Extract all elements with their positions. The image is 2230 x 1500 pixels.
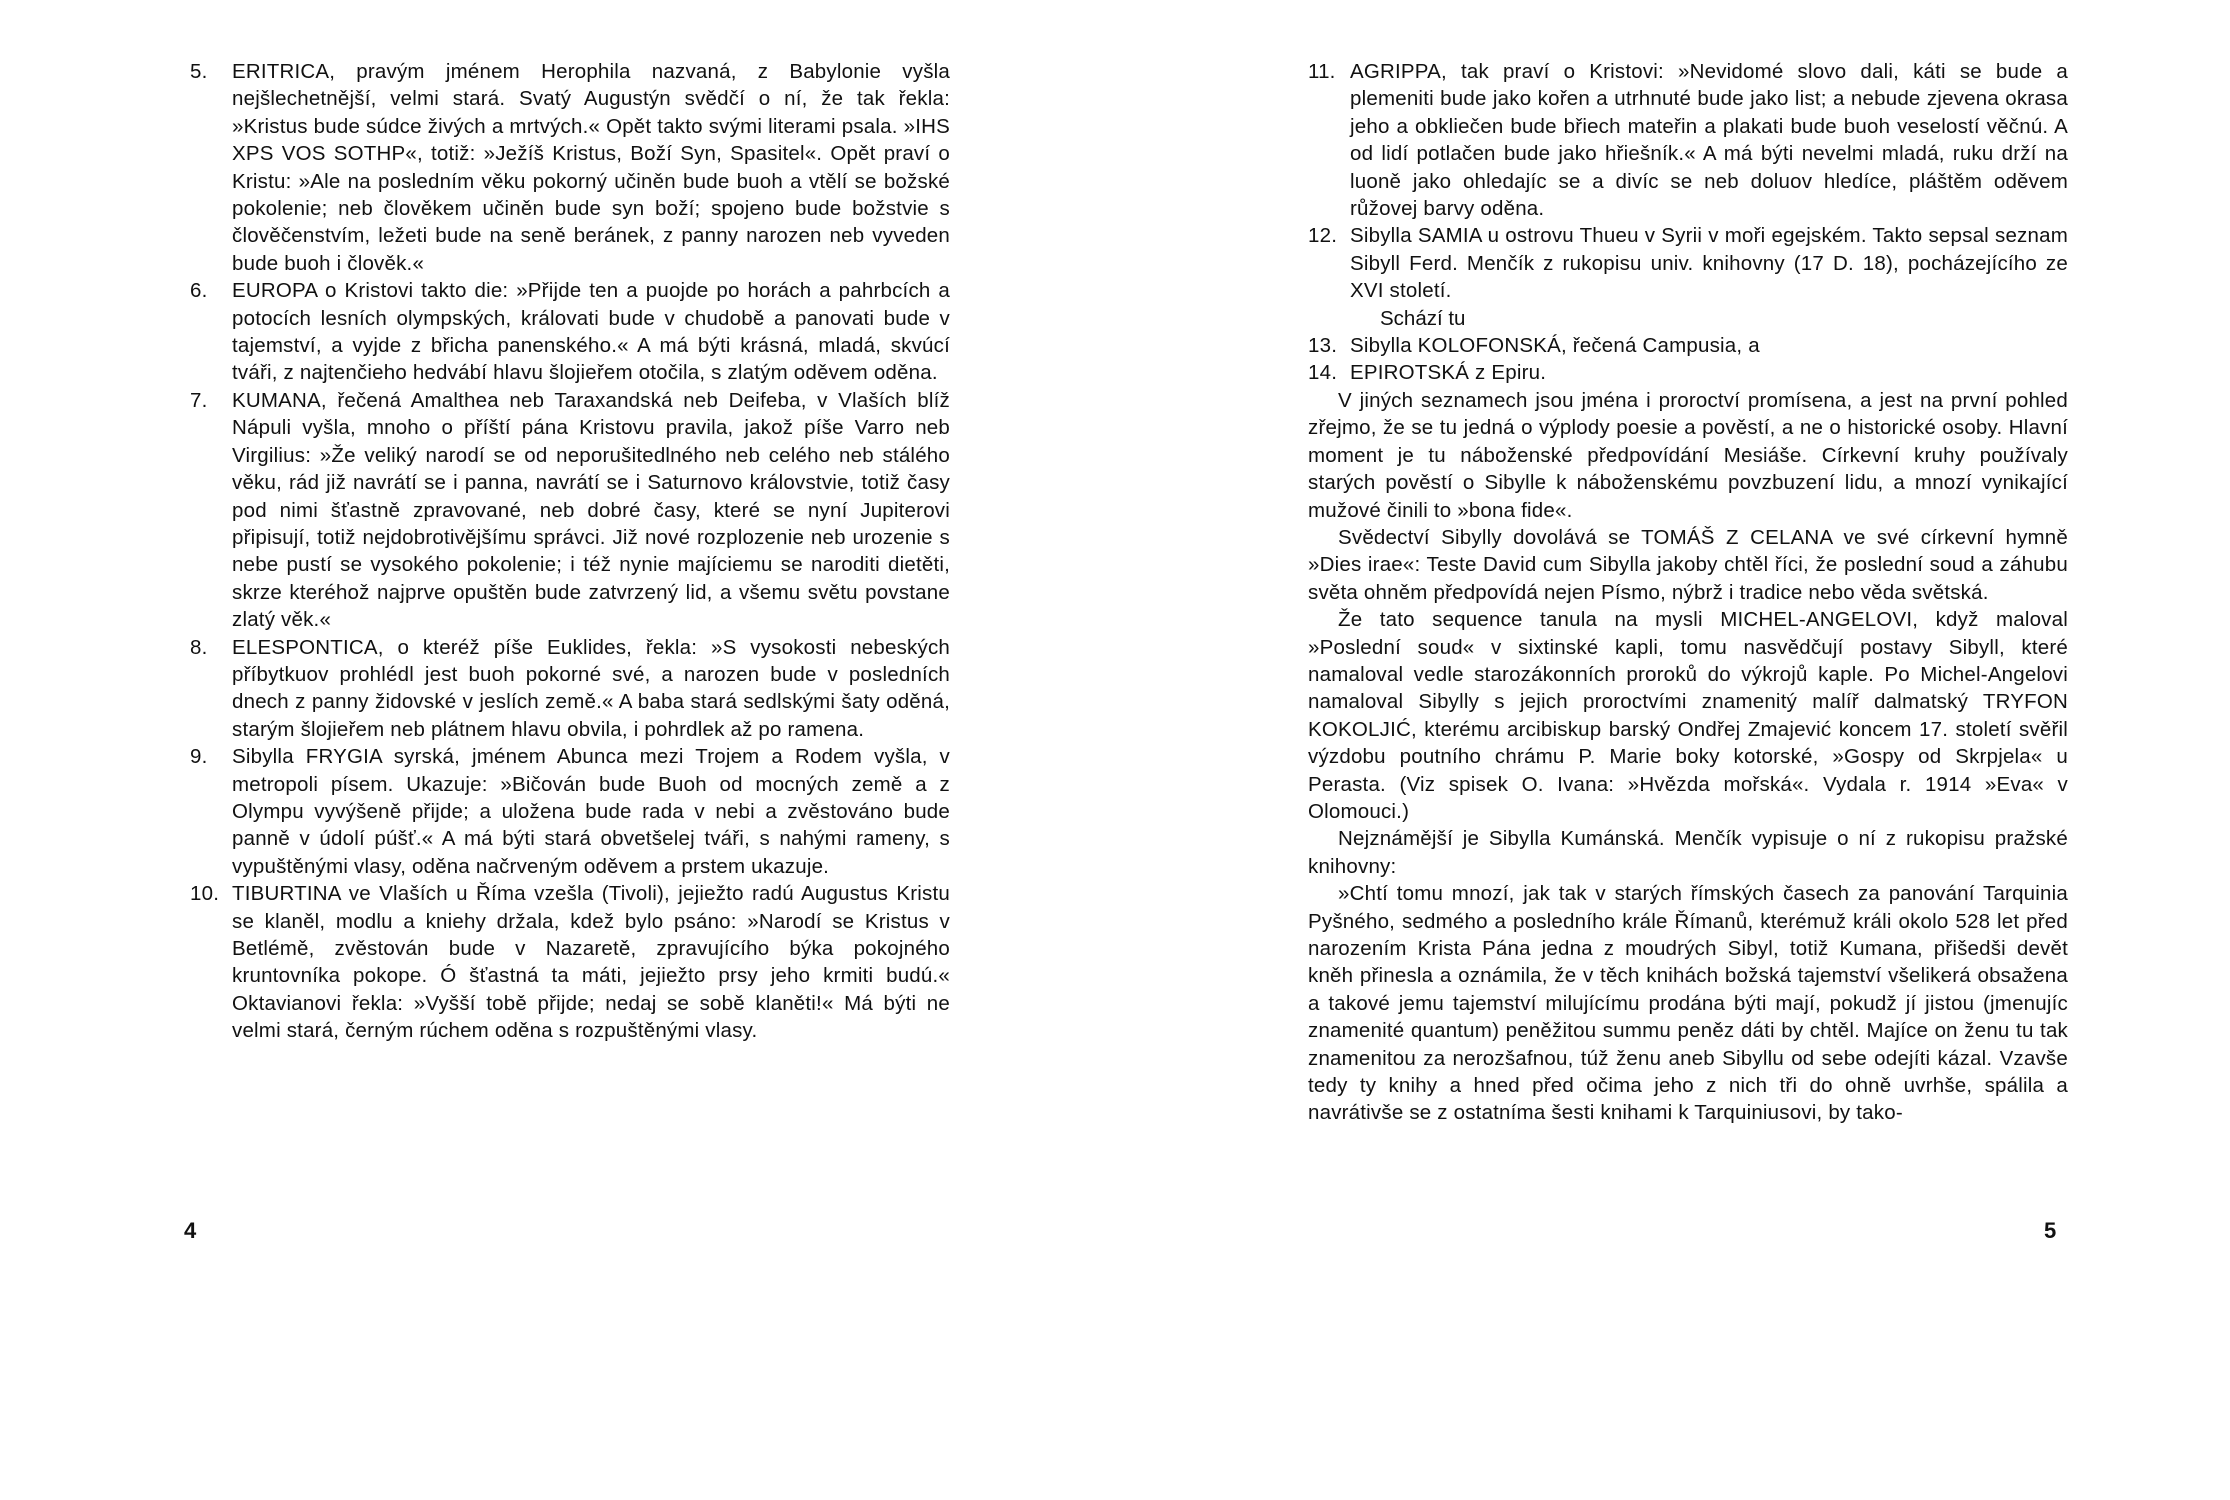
paragraph: Svědectví Sibylly dovolává se TOMÁŠ Z CELANA ve své církevní hymně »Dies irae«: Teste David cum Sibylla jakoby chtěl říci, že poslední soud a záhubu světa ohněm předpovídá nejen Písmo, nýbrž i tradice nebo věda světská. bbox=[1308, 525, 2068, 604]
entry-number: 5. bbox=[190, 60, 208, 83]
entry-text: Sibylla KOLOFONSKÁ, řečená Campusia, a bbox=[1350, 334, 1760, 358]
paragraph: V jiných seznamech jsou jména i proroctví promísena, a jest na první pohled zřejmo, že se tu jedná o výplody poesie a pověstí, a ne o historické osoby. Hlavní moment je tu náboženské předpovídání Mesiáše. Církevní kruhy používaly starých pověstí o Sibylle k náboženskému povzbuzení lidu, a mnozí vynikající mužové činili to »bona fide«. bbox=[1308, 388, 2068, 522]
entry-kolofonska bbox=[1308, 332, 2068, 359]
entry-tiburtina bbox=[190, 880, 950, 1044]
entry-text: EUROPA o Kristovi takto die: »Přijde ten a puojde po horách a pahrbcích a potocích lesních olympských, královati bude v chudobě a panovati bude v tajemství, a vyjde z břicha panenského.« A má býti krásná, mladá, skvúcí tváři, z najtenčieho hedvábí hlavu šlojieřem otočila, s zlatým oděvem oděna. bbox=[232, 279, 950, 385]
entry-text: ERITRICA, pravým jménem Herophila nazvaná, z Babylonie vyšla nejšlechetnější, velmi stará. Svatý Augustýn svědčí o ní, že tak řekla: »Kristus bude súdce živých a mrtvých.« Opět takto svými literami psala. »IHS XPS VOS SOTHP«, totiž: »Ježíš Kristus, Boží Syn, Spasitel«. Opět praví o Kristu: »Ale na posledním věku pokorný učiněn bude buoh a vtělí se božské pokolenie; neb člověkem učiněn bude syn boží; spojeno bude božstvie s člověčenstvím, ležeti bude na seně beránek, z panny narozen neb vyveden bude buoh i člověk.« bbox=[232, 60, 950, 275]
paragraph: Nejznámější je Sibylla Kumánská. Menčík vypisuje o ní z rukopisu pražské knihovny: bbox=[1308, 827, 2068, 878]
entry-frygia bbox=[190, 743, 950, 880]
left-page bbox=[190, 58, 950, 1045]
paragraph: Že tato sequence tanula na mysli MICHEL-ANGELOVI, když maloval »Poslední soud« v sixtinské kapli, tomu nasvědčují postavy Sibyll, které namaloval vedle starozákonních proroků do výkrojů kaple. Po Michel-Angelovi namaloval Sibylly s jejich proroctvími znamenitý malíř dalmatský TRYFON KOKOLJIĆ, kterému arcibiskup barský Ondřej Zmajević koncem 17. století svěřil výzdobu poutního chrámu P. Marie boky kotorské, »Gospy od Skrpjela« u Perasta. (Viz spisek O. Ivana: »Hvězda mořská«. Vydala r. 1914 »Eva« v Olomouci.) bbox=[1308, 608, 2068, 823]
entry-number: 8. bbox=[190, 635, 208, 659]
entry-elespontica bbox=[190, 634, 950, 744]
quote-paragraph: »Chtí tomu mnozí, jak tak v starých římských časech za panování Tarquinia Pyšného, sedmého a posledního krále Římanů, kterémuž králi okolo 528 let před narozením Krista Pána jedna z moudrých Sibyl, totiž Kumana, přišedši devět kněh přinesla a oznámila, že v těch knihách božská tajemství všelikerá obsažena a takové jemu tajemství milujícímu prodána býti mají, pokudž jí jistou (jmenujíc znamenité quantum) peněžitou summu peněz dáti by chtěl. Majíce on ženu tu tak znamenitou za nerozšafnou, túž ženu aneb Sibyllu od sebe odejíti kázal. Vzavše tedy ty knihy a hned před očima jeho z nich tři do ohně uvrhše, spálila a navrátivše se z ostatníma šesti knihami k Tarquiniusovi, by tako- bbox=[1308, 882, 2068, 1125]
entry-number: 6. bbox=[190, 279, 208, 303]
entry-text: Sibylla FRYGIA syrská, jménem Abunca mezi Trojem a Rodem vyšla, v metropoli písem. Ukazuje: »Bičován bude Buoh od mocných země a z Olympu vyvýšeně přijde; a uložena bude rada v nebi a zvěstováno bude panně v údolí púšť.« A má býti stará obvetšelej tváři, s nahými rameny, s vypuštěnými vlasy, oděna načrveným oděvem a prstem ukazuje. bbox=[232, 745, 950, 878]
entry-text: TIBURTINA ve Vlaších u Říma vzešla (Tivoli), jejiežto radú Augustus Kristu se klaněl, modlu a kniehy držala, kdež bylo psáno: »Narodí se Kristus v Betlémě, zvěstován bude v Nazaretě, zpravujícího býka pokojného kruntovníka pokope. Ó šťastná ta máti, jejiežto prsy jeho krmiti budú.« Oktavianovi řekla: »Vyšší tobě přijde; nedaj se sobě klaněti!« Má býti ne velmi stará, černým rúchem oděna s rozpuštěnými vlasy. bbox=[232, 882, 950, 1043]
entry-number: 10. bbox=[190, 882, 220, 906]
entry-epirotska bbox=[1308, 359, 2068, 386]
entry-number: 7. bbox=[190, 388, 208, 412]
entry-kumana bbox=[190, 387, 950, 634]
entry-agrippa bbox=[1308, 58, 2068, 222]
entry-number: 14. bbox=[1308, 361, 1338, 385]
right-page bbox=[1308, 58, 2068, 1127]
entry-number: 11. bbox=[1308, 60, 1336, 83]
entry-europa bbox=[190, 277, 950, 387]
entry-text: AGRIPPA, tak praví o Kristovi: »Nevidomé slovo dali, káti se bude a plemeniti bude jako kořen a utrhnuté bude jako list; a nebude zjevena okrasa jeho a obkliečen bude břiech mateřin a plakati bude buoh veselostí věčnú. A od lidí potlačen bude jako hřiešník.« A má býti nevelmi mladá, ruku drží na luoně jako ohledajíc se a divíc se neb doluov hledíce, pláštěm oděvem růžovej barvy oděna. bbox=[1350, 60, 2068, 221]
entry-number: 9. bbox=[190, 745, 208, 769]
missing-label: Schází tu bbox=[1380, 306, 1466, 330]
entry-samia bbox=[1308, 222, 2068, 304]
entry-eritrica bbox=[190, 58, 950, 277]
page-number-right: 5 bbox=[2044, 1218, 2057, 1243]
entry-text: ELESPONTICA, o kteréž píše Euklides, řekla: »S vysokosti nebeských příbytkuov prohlédl jest buoh pokorné své, a narozen bude v posledních dnech z panny židovské v jeslích země.« A baba stará sedlskými šaty oděná, starým šlojieřem neb plátnem hlavu obvila, i pohrdlek až po ramena. bbox=[232, 635, 950, 741]
entry-text: EPIROTSKÁ z Epiru. bbox=[1350, 361, 1547, 385]
entry-text: KUMANA, řečená Amalthea neb Taraxandská neb Deifeba, v Vlaších blíž Nápuli vyšla, mnoho o příští pána Kristovu pravila, jakož píše Varro neb Virgilius: »Že veliký narodí se od neporušitedlného neb celého neb stálého věku, rád již navrátí se i panna, navrátí se i Saturnovo královstvie, totiž časy pod nimi šťastně zpravované, neb dobré časy, které se nyní Jupiterovi připisují, totiž nejdobrotivějšímu správci. Již nové rozplozenie neb urozenie s nebe pustí se vysokého pokolenie; i též nynie majíciemu se naroditi dietěti, skrze kteréhož najprve opuštěn bude zatvrzený lid, a všemu světu povstane zlatý věk.« bbox=[232, 388, 950, 632]
entry-number: 13. bbox=[1308, 334, 1338, 358]
page-number-left: 4 bbox=[184, 1218, 197, 1243]
entry-number: 12. bbox=[1308, 224, 1338, 248]
entry-text: Sibylla SAMIA u ostrovu Thueu v Syrii v moři egejském. Takto sepsal seznam Sibyll Ferd. Menčík z rukopisu univ. knihovny (17 D. 18), pocházejícího ze XVI století. bbox=[1350, 224, 2068, 303]
